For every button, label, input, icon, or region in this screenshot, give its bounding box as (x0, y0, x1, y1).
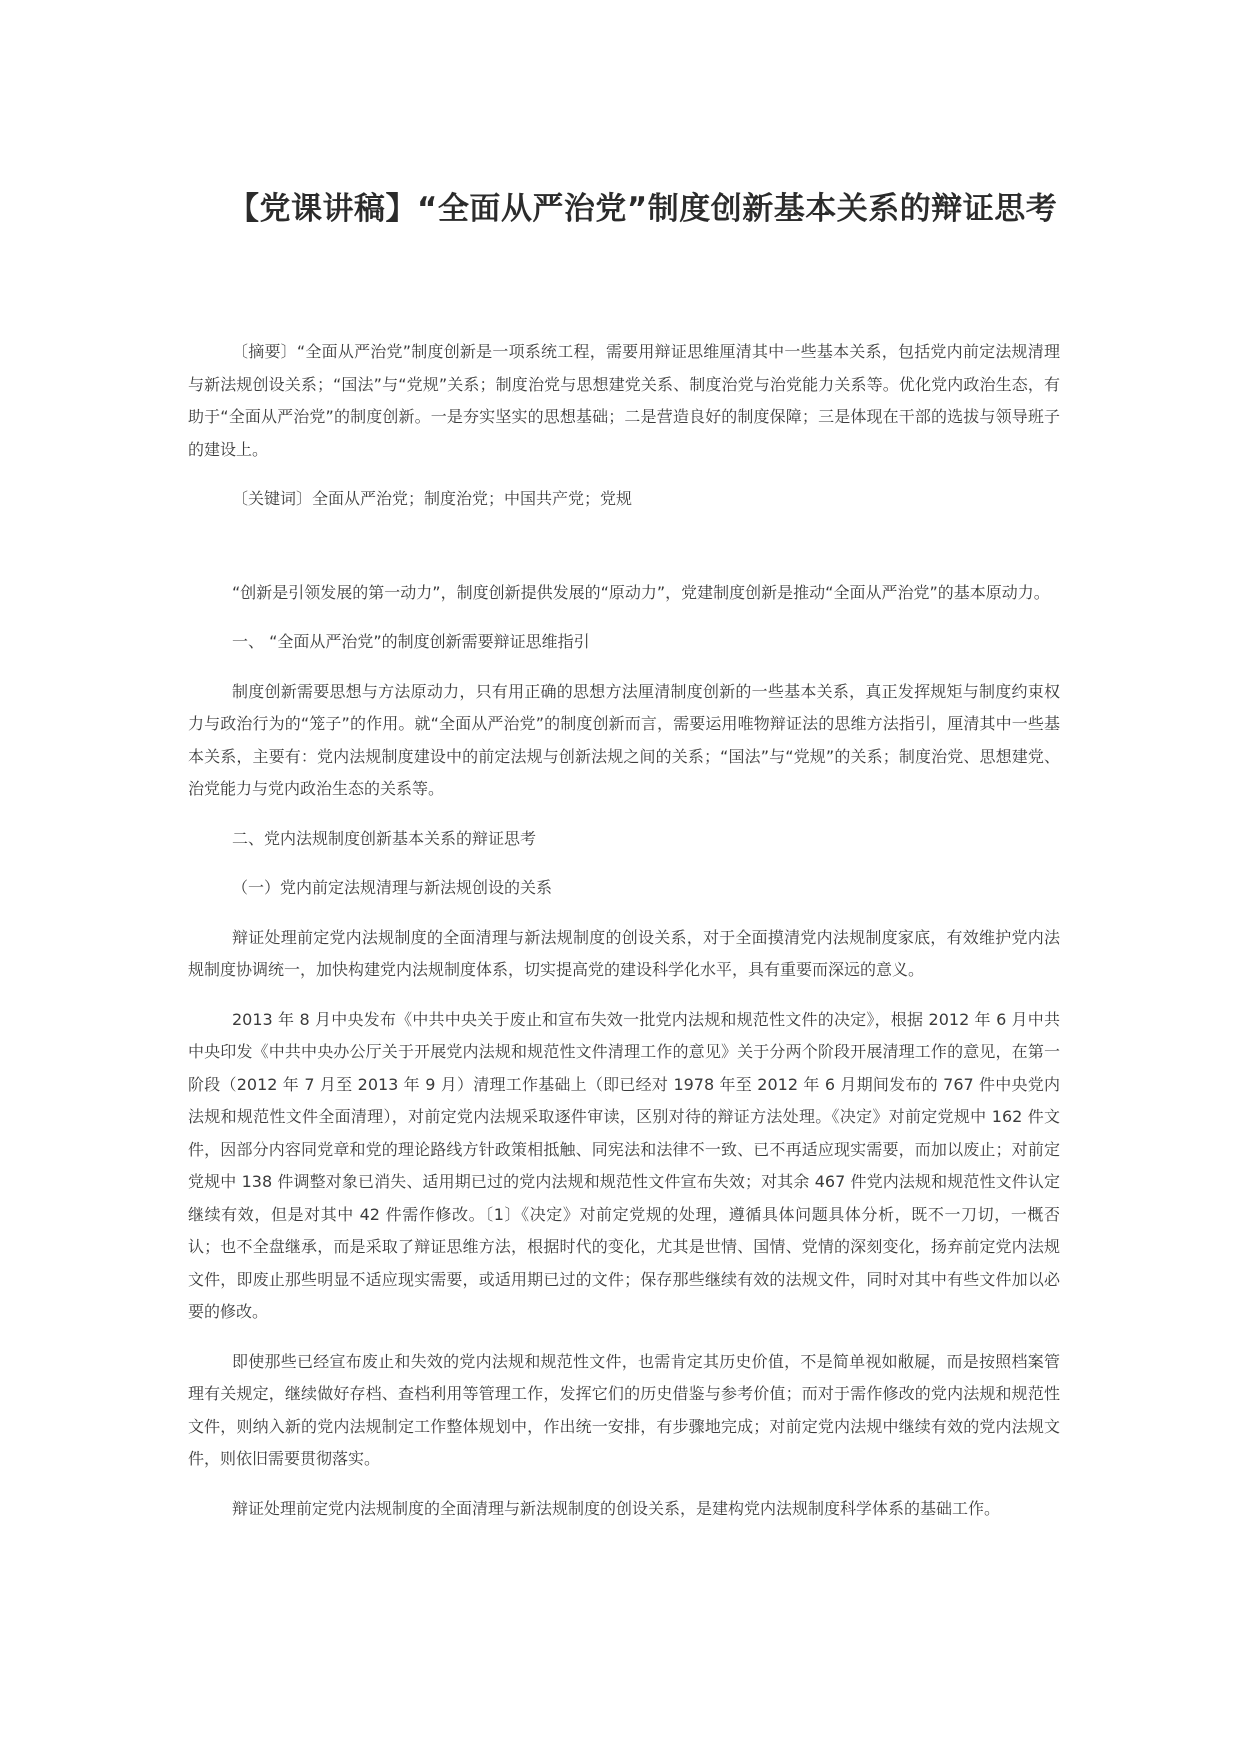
keywords-paragraph: 〔关键词〕全面从严治党；制度治党；中国共产党；党规 (232, 489, 633, 508)
body-paragraph: 2013 年 8 月中央发布《中共中央关于废止和宣布失效一批党内法规和规范性文件的决定》，根据 2012 年 6 月中共中央印发《中共中央办公厅关于开展党内法规和规范性文件清理工作的意见》关于分两个阶段开展清理工作的意见，在第一阶段（2012 年 7 月至 2013 年 9 月）清理工作基础上（即已经对 1978 年至 2012 年 6 月期间发布的 767 件中央党内法规和规范性文件全面清理），对前定党内法规采取逐件审读，区别对待的辩证方法处理。《决定》对前定党规中 162 件文件，因部分内容同党章和党的理论路线方针政策相抵触、同宪法和法律不一致、已不再适应现实需要，而加以废止；对前定党规中 138 件调整对象已消失、适用期已过的党内法规和规范性文件宣布失效；对其余 467 件党内法规和规范性文件认定继续有效，但是对其中 42 件需作修改。〔1〕《决定》对前定党规的处理，遵循具体问题具体分析，既不一刀切，一概否认；也不全盘继承，而是采取了辩证思维方法，根据时代的变化，尤其是世情、国情、党情的深刻变化，扬弃前定党内法规文件，即废止那些明显不适应现实需要，或适用期已过的文件；保存那些继续有效的法规文件，同时对其中有些文件加以必要的修改。 (188, 1009, 1060, 1321)
body-paragraph: 制度创新需要思想与方法原动力，只有用正确的思想方法厘清制度创新的一些基本关系，真正发挥规矩与制度约束权力与政治行为的“笼子”的作用。就“全面从严治党”的制度创新而言，需要运用唯物辩证法的思维方法指引，厘清其中一些基本关系，主要有：党内法规制度建设中的前定法规与创新法规之间的关系；“国法”与“党规”的关系；制度治党、思想建党、治党能力与党内政治生态的关系等。 (188, 681, 1060, 798)
section-heading-2: 二、党内法规制度创新基本关系的辩证思考 (232, 828, 537, 848)
abstract-paragraph: 〔摘要〕“全面从严治党”制度创新是一项系统工程，需要用辩证思维厘清其中一些基本关系，包括党内前定法规清理与新法规创设关系；“国法”与“党规”关系；制度治党与思想建党关系、制度治党与治党能力关系等。优化党内政治生态，有助于“全面从严治党”的制度创新。一是夯实坚实的思想基础；二是营造良好的制度保障；三是体现在干部的选拔与领导班子的建设上。 (188, 342, 1060, 459)
document-page (188, 168, 1060, 1542)
body-paragraph: 辩证处理前定党内法规制度的全面清理与新法规制度的创设关系，是建构党内法规制度科学体系的基础工作。 (232, 1498, 1001, 1518)
body-paragraph: 即使那些已经宣布废止和失效的党内法规和规范性文件，也需肯定其历史价值，不是简单视如敝屣，而是按照档案管理有关规定，继续做好存档、查档利用等管理工作，发挥它们的历史借鉴与参考价值；而对于需作修改的党内法规和规范性文件，则纳入新的党内法规制定工作整体规划中，作出统一安排，有步骤地完成；对前定党内法规中继续有效的党内法规文件，则依旧需要贯彻落实。 (188, 1351, 1060, 1468)
body-paragraph: 辩证处理前定党内法规制度的全面清理与新法规制度的创设关系，对于全面摸清党内法规制度家底，有效维护党内法规制度协调统一，加快构建党内法规制度体系，切实提高党的建设科学化水平，具有重要而深远的意义。 (188, 927, 1060, 979)
section-heading-1: 一、 “全面从严治党”的制度创新需要辩证思维指引 (232, 632, 590, 651)
intro-paragraph: “创新是引领发展的第一动力”，制度创新提供发展的“原动力”，党建制度创新是推动“全面从严治党”的基本原动力。 (232, 582, 1050, 602)
spacer (188, 250, 1060, 336)
subsection-heading-1: （一）党内前定法规清理与新法规创设的关系 (232, 878, 553, 897)
spacer (188, 533, 1060, 577)
document-title: 【党课讲稿】“全面从严治党”制度创新基本关系的辩证思考 (228, 191, 1058, 227)
